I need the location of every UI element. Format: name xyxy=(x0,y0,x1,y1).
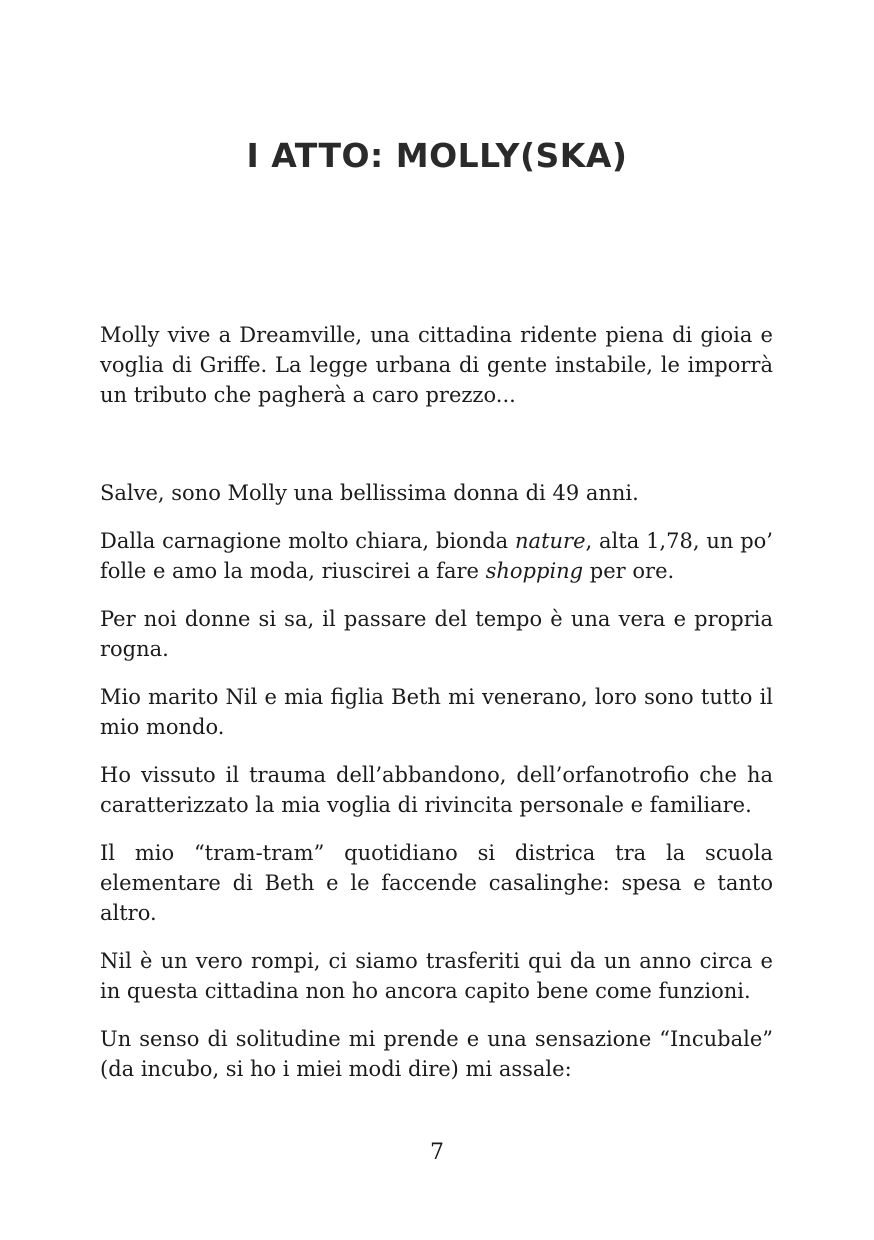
italic-word-nature: nature xyxy=(515,529,586,553)
page-number: 7 xyxy=(430,1140,444,1165)
paragraph-2 xyxy=(100,526,773,586)
paragraph-1: Salve, sono Molly una bellissima donna di 49 anni. xyxy=(100,481,639,505)
synopsis-block xyxy=(100,320,773,410)
paragraph-3: Per noi donne si sa, il passare del tempo è una vera e propria rogna. xyxy=(100,607,773,661)
paragraph-2-part-c: per ore. xyxy=(583,559,675,583)
paragraph-5: Ho vissuto il trauma dell’abbandono, dell’orfanotrofio che ha caratterizzato la mia voglia di rivincita personale e familiare. xyxy=(100,763,773,817)
paragraph-4: Mio marito Nil e mia figlia Beth mi venerano, loro sono tutto il mio mondo. xyxy=(100,685,773,739)
paragraph-6: Il mio “tram-tram” quotidiano si districa tra la scuola elementare di Beth e le faccende casalinghe: spesa e tanto altro. xyxy=(100,841,773,925)
synopsis-paragraph: Molly vive a Dreamville, una cittadina ridente piena di gioia e voglia di Griffe. La legge urbana di gente instabile, le imporrà un tributo che pagherà a caro prezzo... xyxy=(100,323,773,407)
paragraph-2-part-a: Dalla carnagione molto chiara, bionda xyxy=(100,529,516,553)
paragraph-2-part-b: , alta 1,78, un po’ folle e amo la moda, riuscirei a fare xyxy=(100,529,773,583)
paragraph-7: Nil è un vero rompi, ci siamo trasferiti qui da un anno circa e in questa cittadina non ho ancora capito bene come funzioni. xyxy=(100,949,773,1003)
chapter-title: I ATTO: MOLLY(SKA) xyxy=(246,136,628,175)
italic-word-shopping: shopping xyxy=(485,559,584,583)
paragraph-8: Un senso di solitudine mi prende e una sensazione “Incubale” (da incubo, si ho i miei modi dire) mi assale: xyxy=(100,1027,773,1081)
body-text xyxy=(100,478,773,1084)
